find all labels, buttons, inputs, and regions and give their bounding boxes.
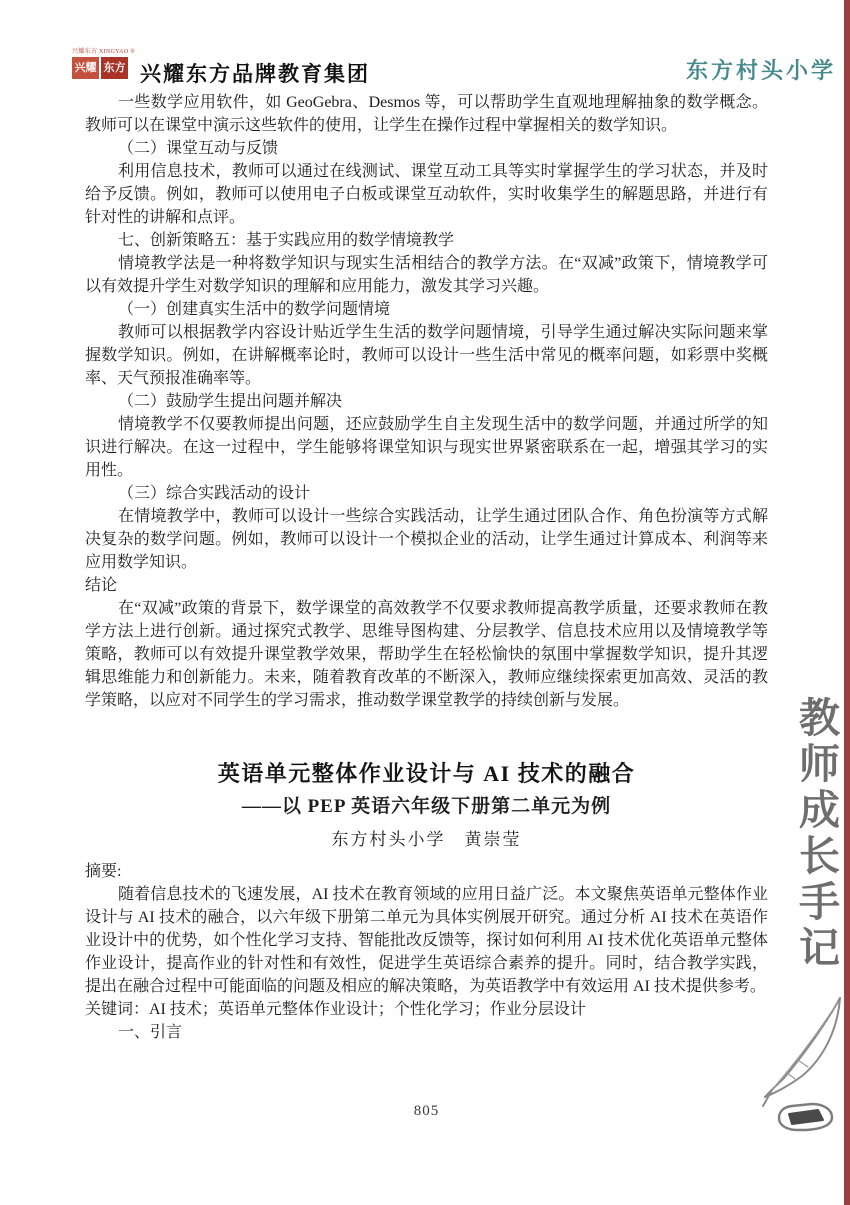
brand-logo-seal-right: 东方 [101,57,128,79]
brand-logo-seal-left: 兴耀 [72,57,99,79]
page-header [72,48,836,92]
abstract-label: 摘要: [85,863,122,880]
section-heading: 一、引言 [118,1024,183,1041]
body-paragraph: 情境教学不仅要教师提出问题，还应鼓励学生自主发现生活中的数学问题，并通过所学的知识进行解决。在这一过程中，学生能够将课堂知识与现实世界紧密联系在一起，增强其学习的实用性。 [85,416,768,479]
body-subheading: 七、创新策略五：基于实践应用的数学情境教学 [118,232,455,249]
abstract-text: 随着信息技术的飞速发展，AI 技术在教育领域的应用日益广泛。本文聚焦英语单元整体作业设计与 AI 技术的融合，以六年级下册第二单元为具体实例展开研究。通过分析 AI 技术在英语作业设计中的优势，如个性化学习支持、智能批改反馈等，探讨如何利用 AI 技术优化英语单元整体作业设计，提高作业的针对性和有效性，促进学生英语综合素养的提升。同时，结合教学实践，提出在融合过程中可能面临的问题及相应的解决策略，为英语教学中有效运用 AI 技术提供参考。 [85,886,768,995]
article-subtitle: ——以 PEP 英语六年级下册第二单元为例 [241,796,612,817]
body-paragraph: 在“双减”政策的背景下，数学课堂的高效教学不仅要求教师提高教学质量，还要求教师在教学方法上进行创新。通过探究式教学、思维导图构建、分层教学、信息技术应用以及情境教学等策略，教师可以有效提升课堂教学效果，帮助学生在轻松愉快的氛围中掌握数学知识，提升其逻辑思维能力和创新能力。未来，随着教育改革的不断深入，教师应继续探索更加高效、灵活的教学策略，以应对不同学生的学习需求，推动数学课堂教学的持续创新与发展。 [85,600,768,709]
brand-logo [72,48,134,79]
page-number: 805 [413,1103,440,1119]
body-subheading: （二）课堂互动与反馈 [118,140,279,157]
quill-ink-icon [756,994,848,1136]
body-paragraph: 利用信息技术，教师可以通过在线测试、课堂互动工具等实时掌握学生的学习状态，并及时给予反馈。例如，教师可以使用电子白板或课堂互动软件，实时收集学生的解题思路，并进行有针对性的讲解和点评。 [85,163,768,226]
document-body [85,91,768,1044]
body-subheading: （一）创建真实生活中的数学问题情境 [118,301,391,318]
brand-name: 兴耀东方品牌教育集团 [140,62,370,86]
body-paragraph: 在情境教学中，教师可以设计一些综合实践活动，让学生通过团队合作、角色扮演等方式解决复杂的数学问题。例如，教师可以设计一个模拟企业的活动，让学生通过计算成本、利润等来应用数学知识。 [85,508,768,571]
body-subheading: （二）鼓励学生提出问题并解决 [118,393,343,410]
conclusion-heading: 结论 [85,577,118,594]
body-paragraph: 一些数学应用软件，如 GeoGebra、Desmos 等，可以帮助学生直观地理解抽象的数学概念。教师可以在课堂中演示这些软件的使用，让学生在操作过程中掌握相关的数学知识。 [85,94,768,134]
article-title: 英语单元整体作业设计与 AI 技术的融合 [217,761,636,786]
body-paragraph: 情境教学法是一种将数学知识与现实生活相结合的教学方法。在“双减”政策下，情境教学可以有效提升学生对数学知识的理解和应用能力，激发其学习兴趣。 [85,255,768,295]
school-name: 东方村头小学 [685,58,836,83]
article-author: 东方村头小学 黄崇莹 [331,830,522,849]
brand-logo-small-text: 兴耀东方 XINGYAO ® [72,49,136,55]
vertical-calligraphy-motto: 教师成长手记 [792,696,840,972]
brand-logo-seal [72,57,134,79]
body-paragraph: 教师可以根据教学内容设计贴近学生生活的数学问题情境，引导学生通过解决实际问题来掌握数学知识。例如，在讲解概率论时，教师可以设计一些生活中常见的概率问题，如彩票中奖概率、天气预报准确率等。 [85,324,768,387]
body-subheading: （三）综合实践活动的设计 [118,485,311,502]
keywords-line: 关键词：AI 技术；英语单元整体作业设计；个性化学习；作业分层设计 [85,1001,586,1018]
